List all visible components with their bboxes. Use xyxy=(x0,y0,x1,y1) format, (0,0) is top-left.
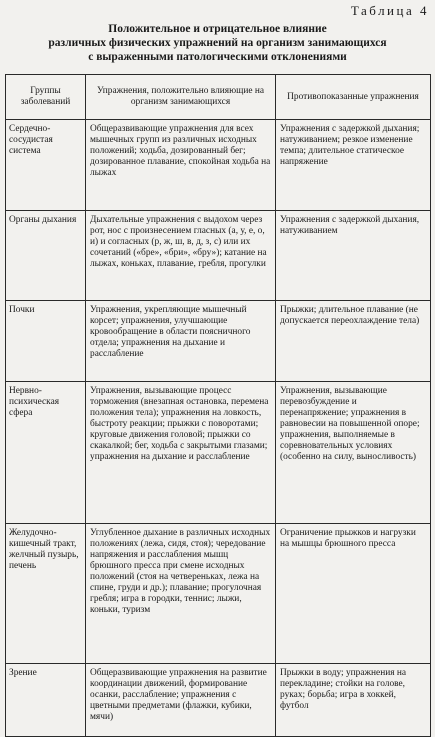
positive-exercises-cell: Дыхательные упражнения с выдохом через рот, нос с произнесением гласных (а, у, е, о, и) и согласных (р, ж, ш, в, д, з, с) или их сочетаний («бре», «бри», «бру»); катание на лыжах, коньках, плавание, гребля, прогулки xyxy=(86,211,276,301)
title-line-1: Положительное и отрицательное влияние xyxy=(108,23,327,35)
contraindicated-exercises-cell: Прыжки; длительное плавание (не допускается переохлаждение тела) xyxy=(276,301,431,382)
table-row xyxy=(6,301,431,382)
disease-group-cell: Желудочно-кишечный тракт, желчный пузырь, печень xyxy=(6,524,86,664)
positive-exercises-cell: Общеразвивающие упражнения для всех мышечных групп из различных исходных положений; ходьба, дозированный бег; дозированное плавание, спокойная ходьба на лыжах xyxy=(86,120,276,211)
header-contraindicated-exercises: Противопоказанные упражнения xyxy=(276,75,431,120)
positive-exercises-cell: Общеразвивающие упражнения на развитие координации движений, формирование осанки, расслабление; упражнения с цветными предметами (флажки, кубики, мячи) xyxy=(86,664,276,737)
disease-group-cell: Органы дыхания xyxy=(6,211,86,301)
disease-group-cell: Зрение xyxy=(6,664,86,737)
disease-group-cell: Почки xyxy=(6,301,86,382)
table-row xyxy=(6,120,431,211)
title-line-2: различных физических упражнений на организм занимающихся xyxy=(48,37,387,49)
table-row xyxy=(6,664,431,737)
contraindicated-exercises-cell: Упражнения с задержкой дыхания; натуживанием; резкое изменение темпа; длительное статическое напряжение xyxy=(276,120,431,211)
contraindicated-exercises-cell: Прыжки в воду; упражнения на перекладине; стойки на голове, руках; борьба; игра в хоккей, футбол xyxy=(276,664,431,737)
table-row xyxy=(6,524,431,664)
header-positive-exercises: Упражнения, положительно влияющие на организм занимающихся xyxy=(86,75,276,120)
contraindicated-exercises-cell: Упражнения с задержкой дыхания, натуживанием xyxy=(276,211,431,301)
exercise-effects-table xyxy=(5,74,431,737)
header-disease-groups: Группы заболеваний xyxy=(6,75,86,120)
positive-exercises-cell: Углубленное дыхание в различных исходных положениях (лежа, сидя, стоя); чередование напряжения и расслабления мышц брюшного пресса при смене исходных положений (стоя на четвереньках, лежа на спине, груди и др.); плавание; прогулочная гребля; игра в городки, теннис; лыжи, коньки, туризм xyxy=(86,524,276,664)
contraindicated-exercises-cell: Упражнения, вызывающие перевозбуждение и перенапряжение; упражнения в равновесии на повышенной опоре; упражнения, выполняемые в соревновательных условиях (особенно на силу, выносливость) xyxy=(276,382,431,524)
table-number-label: Таблица 4 xyxy=(350,3,429,18)
table-row xyxy=(6,382,431,524)
disease-group-cell: Сердечно-сосудистая система xyxy=(6,120,86,211)
positive-exercises-cell: Упражнения, укрепляющие мышечный корсет; упражнения, улучшающие кровообращение в области поясничного отдела; упражнения на дыхание и расслабление xyxy=(86,301,276,382)
contraindicated-exercises-cell: Ограничение прыжков и нагрузки на мышцы брюшного пресса xyxy=(276,524,431,664)
table-row xyxy=(6,211,431,301)
title-line-3: с выраженными патологическими отклонениями xyxy=(88,51,347,63)
disease-group-cell: Нервно-психическая сфера xyxy=(6,382,86,524)
table-title xyxy=(0,22,435,64)
header-row xyxy=(6,75,431,120)
positive-exercises-cell: Упражнения, вызывающие процесс торможения (внезапная остановка, перемена положения тела); упражнения на ловкость, быстроту реакции; прыжки с поворотами; круговые движения головой; прыжки со скакалкой; бег, ходьба с закрытыми глазами; упражнения на дыхание и расслабление xyxy=(86,382,276,524)
